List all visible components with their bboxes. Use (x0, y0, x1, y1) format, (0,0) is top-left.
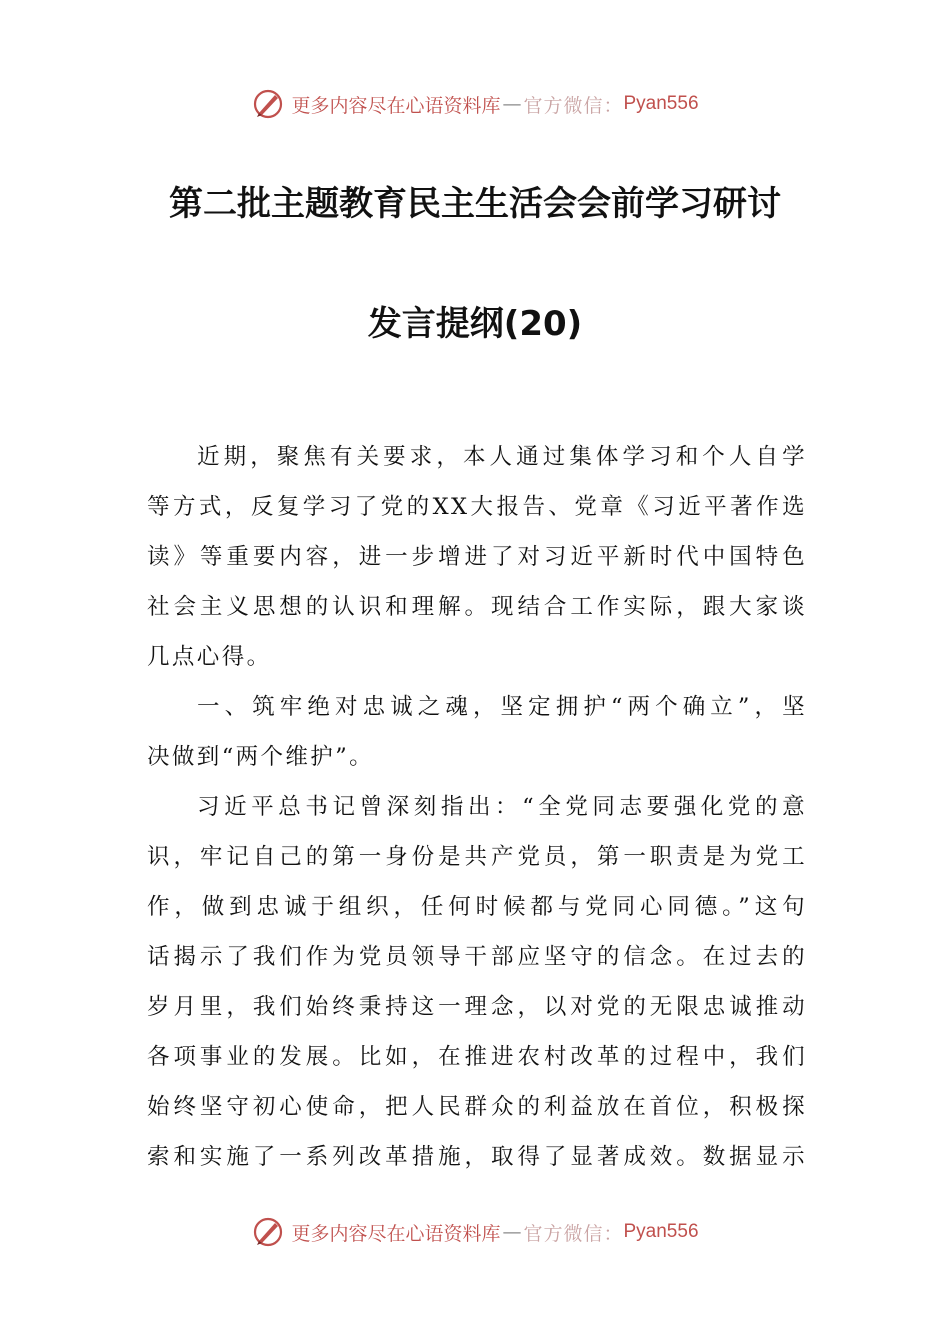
body-line: 始终坚守初心使命，把人民群众的利益放在首位，积极探 (147, 1094, 807, 1120)
body-line: 各项事业的发展。比如，在推进农村改革的过程中，我们 (147, 1044, 807, 1070)
banner-wechat-id: Pyan556 (623, 1221, 699, 1242)
body-line: 几点心得。 (147, 644, 272, 670)
document-title-line-2: 发言提纲(20) (367, 304, 583, 344)
body-line: 等方式，反复学习了党的XX大报告、党章《习近平著作选 (147, 494, 807, 520)
body-line: 话揭示了我们作为党员领导干部应坚守的信念。在过去的 (147, 944, 807, 970)
body-line: 习近平总书记曾深刻指出：“全党同志要强化党的意 (197, 794, 807, 820)
body-line: 社会主义思想的认识和理解。现结合工作实际，跟大家谈 (147, 594, 807, 620)
banner-wechat-id: Pyan556 (623, 93, 699, 114)
banner-wechat-label: 官方微信： (523, 1222, 624, 1245)
header-banner (0, 84, 950, 124)
body-line: 识，牢记自己的第一身份是共产党员，第一职责是为党工 (147, 844, 807, 870)
pen-logo-icon (251, 1215, 285, 1249)
banner-separator: — (502, 93, 522, 115)
section-heading-line: 一、筑牢绝对忠诚之魂，坚定拥护“两个确立”，坚 (197, 694, 807, 720)
body-line: 读》等重要内容，进一步增进了对习近平新时代中国特色 (147, 544, 807, 570)
banner-brand: 更多内容尽在心语资料库 (291, 94, 501, 117)
banner-brand: 更多内容尽在心语资料库 (291, 1222, 501, 1245)
banner-separator: — (502, 1221, 522, 1243)
banner-wechat-label: 官方微信： (523, 94, 624, 117)
body-line: 作，做到忠诚于组织，任何时候都与党同心同德。”这句 (147, 894, 807, 920)
footer-banner (0, 1212, 950, 1252)
document-body (147, 432, 807, 1182)
body-line: 近期，聚焦有关要求，本人通过集体学习和个人自学 (197, 444, 807, 470)
section-heading-line: 决做到“两个维护”。 (147, 744, 375, 770)
body-line: 岁月里，我们始终秉持这一理念，以对党的无限忠诚推动 (147, 994, 807, 1020)
document-title-line-1: 第二批主题教育民主生活会会前学习研讨 (169, 184, 781, 224)
pen-logo-icon (251, 87, 285, 121)
body-line: 索和实施了一系列改革措施，取得了显著成效。数据显示 (147, 1144, 807, 1170)
